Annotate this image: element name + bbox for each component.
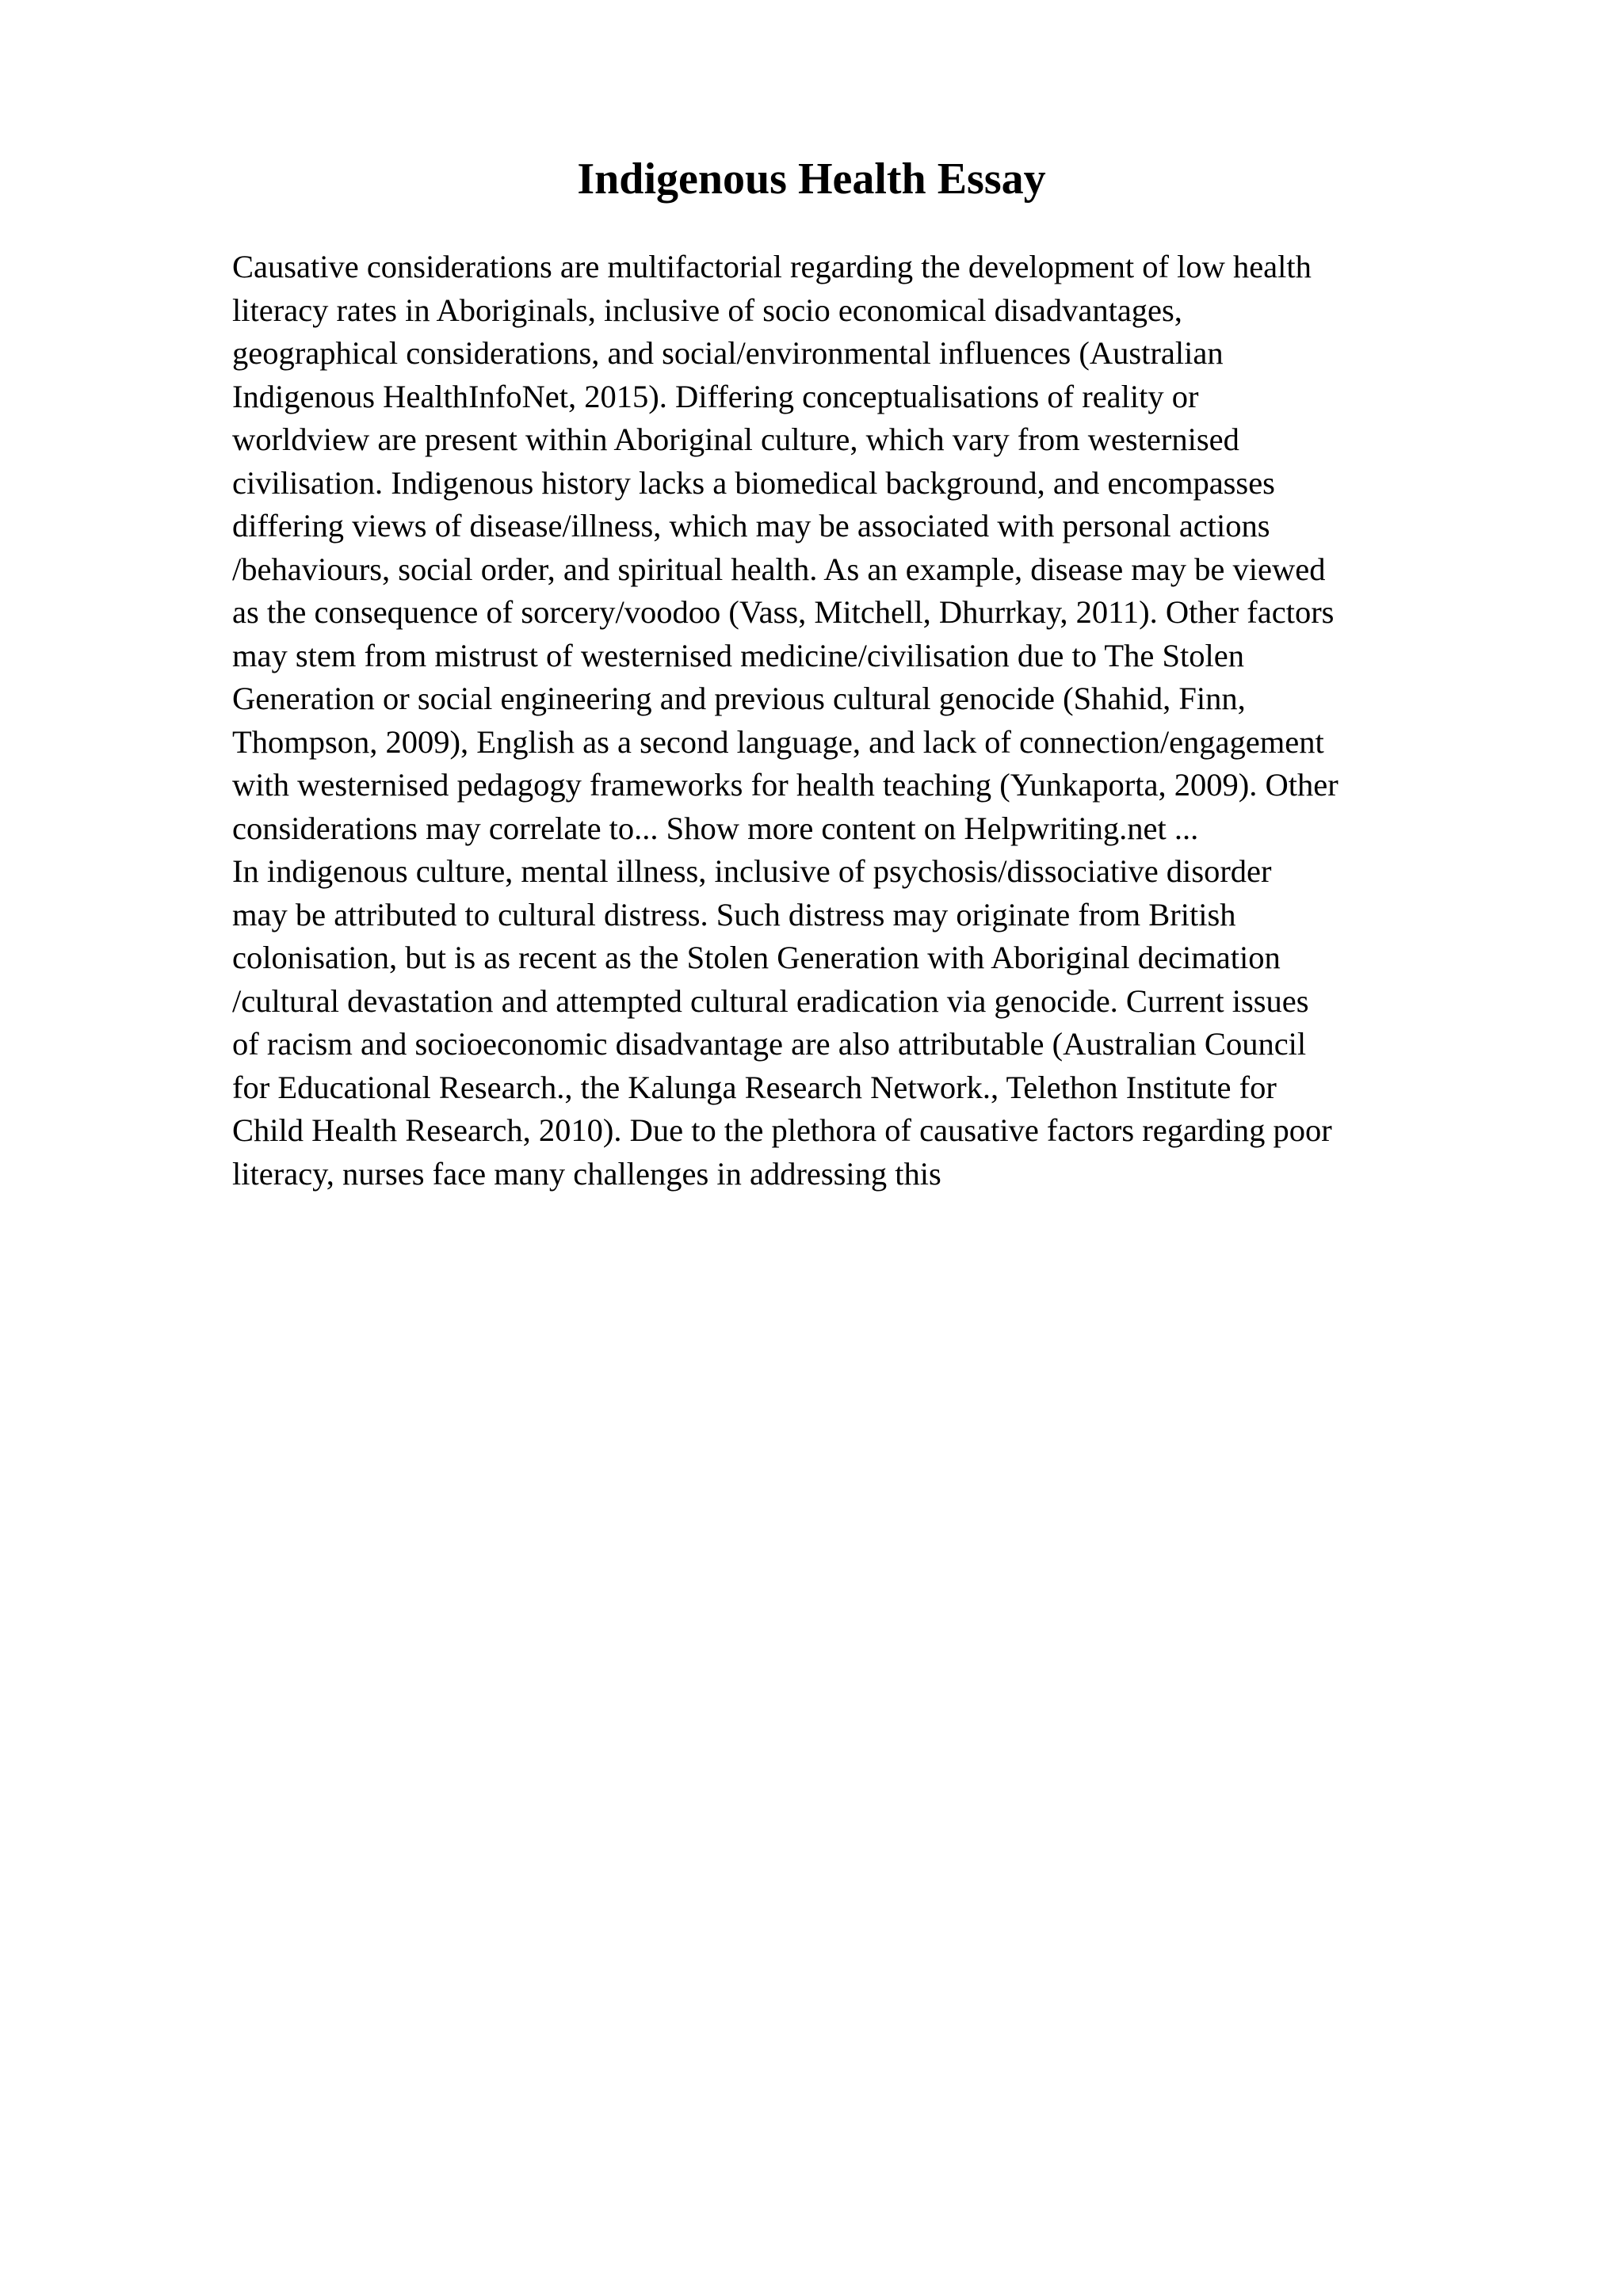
body-line: literacy rates in Aboriginals, inclusive of socio economical disadvantages, xyxy=(232,292,1182,328)
body-line: Thompson, 2009), English as a second language, and lack of connection/engagement xyxy=(232,723,1324,760)
body-line: Child Health Research, 2010). Due to the plethora of causative factors regarding poor xyxy=(232,1112,1332,1148)
body-line: civilisation. Indigenous history lacks a biomedical background, and encompasses xyxy=(232,464,1275,501)
body-line: may stem from mistrust of westernised medicine/civilisation due to The Stolen xyxy=(232,637,1245,673)
body-line: /cultural devastation and attempted cultural eradication via genocide. Current issues xyxy=(232,982,1309,1019)
essay-body xyxy=(232,246,1532,1196)
body-line: literacy, nurses face many challenges in addressing this xyxy=(232,1155,941,1192)
body-line: geographical considerations, and social/environmental influences (Australian xyxy=(232,335,1224,371)
body-line: with westernised pedagogy frameworks for health teaching (Yunkaporta, 2009). Other xyxy=(232,767,1338,803)
body-line: colonisation, but is as recent as the Stolen Generation with Aboriginal decimation xyxy=(232,940,1281,975)
body-line: /behaviours, social order, and spiritual health. As an example, disease may be viewed xyxy=(232,551,1326,587)
document-title: Indigenous Health Essay xyxy=(577,154,1046,204)
body-line: Generation or social engineering and previous cultural genocide (Shahid, Finn, xyxy=(232,681,1246,716)
body-line: differing views of disease/illness, which may be associated with personal actions xyxy=(232,508,1270,543)
body-line-show-more: considerations may correlate to... Show more content on Helpwriting.net ... xyxy=(232,810,1199,846)
body-line: In indigenous culture, mental illness, inclusive of psychosis/dissociative disorder xyxy=(232,853,1272,889)
body-line: Indigenous HealthInfoNet, 2015). Differing conceptualisations of reality or xyxy=(232,378,1199,414)
body-line: for Educational Research., the Kalunga Research Network., Telethon Institute for xyxy=(232,1069,1277,1105)
body-line: Causative considerations are multifactorial regarding the development of low health xyxy=(232,249,1312,284)
body-line: worldview are present within Aboriginal culture, which vary from westernised xyxy=(232,421,1239,457)
body-line: as the consequence of sorcery/voodoo (Vass, Mitchell, Dhurrkay, 2011). Other factors xyxy=(232,594,1335,630)
body-line: may be attributed to cultural distress. Such distress may originate from British xyxy=(232,896,1236,933)
body-line: of racism and socioeconomic disadvantage are also attributable (Australian Council xyxy=(232,1026,1307,1062)
